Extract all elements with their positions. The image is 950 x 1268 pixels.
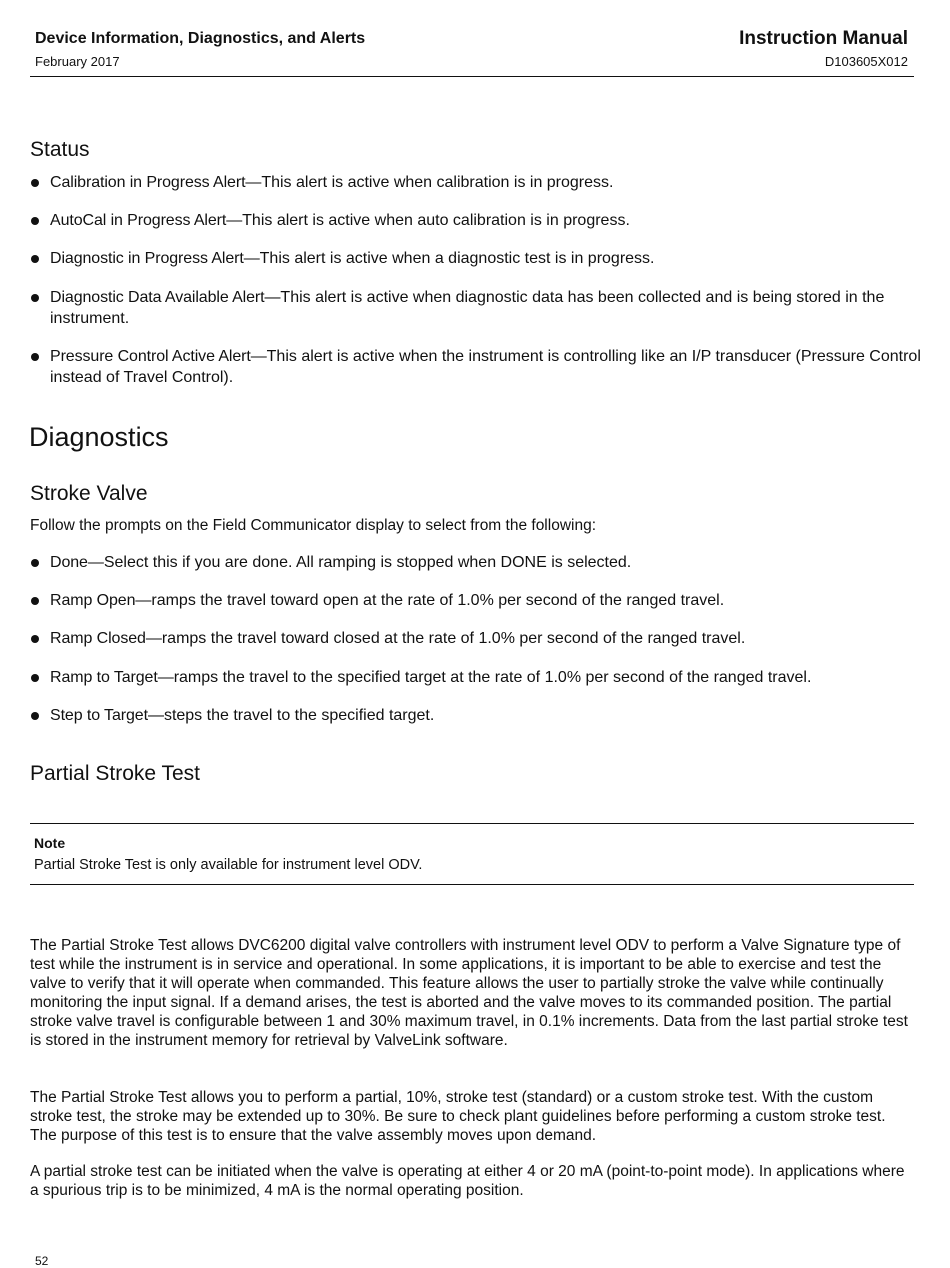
list-item-text: —steps the travel to the specified target. xyxy=(147,707,435,724)
list-item xyxy=(30,172,930,193)
page-number: 52 xyxy=(35,1254,49,1268)
list-item-term: Diagnostic in Progress Alert— xyxy=(50,250,260,267)
note-label: Note xyxy=(34,835,66,851)
status-heading: Status xyxy=(30,138,90,161)
list-item-term: Ramp to Target xyxy=(50,669,158,686)
list-item-term: Diagnostic Data Available Alert— xyxy=(50,289,281,306)
bullet-icon xyxy=(31,217,39,225)
list-item xyxy=(30,210,930,231)
list-item-text: This alert is active when calibration is in progress. xyxy=(261,174,614,191)
body-paragraph: A partial stroke test can be initiated when the valve is operating at either 4 or 20 mA (point-to-point mode). In applications where a spurious trip is to be minimized, 4 mA is the normal operating position. xyxy=(30,1163,905,1199)
list-item-text: This alert is active when diagnostic data has been collected and is being stored in the instrument. xyxy=(50,289,885,327)
list-item-text: —ramps the travel toward open at the rate of 1.0% per second of the ranged travel. xyxy=(135,592,725,609)
section-header-title: Device Information, Diagnostics, and Alerts xyxy=(35,30,366,47)
stroke-valve-intro: Follow the prompts on the Field Communicator display to select from the following: xyxy=(30,517,596,534)
list-item xyxy=(30,667,930,688)
manual-title: Instruction Manual xyxy=(739,28,908,49)
bullet-icon xyxy=(31,635,39,643)
list-item-term: Pressure Control Active Alert— xyxy=(50,348,267,365)
list-item-term: Ramp Open xyxy=(50,592,136,609)
list-item xyxy=(30,287,930,329)
bullet-icon xyxy=(31,559,39,567)
list-item-term: Calibration in Progress Alert— xyxy=(50,174,262,191)
bullet-icon xyxy=(31,597,39,605)
list-item xyxy=(30,628,930,649)
list-item-text: —ramps the travel toward closed at the rate of 1.0% per second of the ranged travel. xyxy=(145,630,746,647)
list-item-text: This alert is active when the instrument is controlling like an I/P transducer (Pressure Control instead of Travel Control). xyxy=(50,348,921,386)
list-item xyxy=(30,346,930,388)
list-item xyxy=(30,248,930,269)
partial-stroke-heading: Partial Stroke Test xyxy=(30,762,201,785)
list-item-term: Ramp Closed xyxy=(50,630,146,647)
page-header xyxy=(30,28,914,77)
list-item xyxy=(30,705,930,726)
list-item-text: —ramps the travel to the specified target at the rate of 1.0% per second of the ranged travel. xyxy=(157,669,812,686)
bullet-icon xyxy=(31,712,39,720)
list-item-text: —Select this if you are done. All ramping is stopped when DONE is selected. xyxy=(87,554,632,571)
list-item-term: Step to Target xyxy=(50,707,148,724)
diagnostics-heading: Diagnostics xyxy=(29,422,169,452)
list-item xyxy=(30,552,930,573)
bullet-icon xyxy=(31,353,39,361)
bullet-icon xyxy=(31,294,39,302)
list-item-term: Done xyxy=(50,554,88,571)
bullet-icon xyxy=(31,255,39,263)
list-item xyxy=(30,590,930,611)
list-item-term: AutoCal in Progress Alert— xyxy=(50,212,243,229)
list-item-text: This alert is active when auto calibration is in progress. xyxy=(242,212,630,229)
body-paragraph: The Partial Stroke Test allows you to perform a partial, 10%, stroke test (standard) or a custom stroke test. With the custom stroke test, the stroke may be extended up to 30%. Be sure to check plant guidelines before performing a custom stroke test. The purpose of this test is to ensure that the valve assembly moves upon demand. xyxy=(30,1089,886,1144)
bullet-icon xyxy=(31,674,39,682)
stroke-valve-heading: Stroke Valve xyxy=(30,482,148,505)
bullet-icon xyxy=(31,179,39,187)
list-item-text: This alert is active when a diagnostic test is in progress. xyxy=(259,250,655,267)
publication-date: February 2017 xyxy=(35,54,120,69)
body-paragraph: The Partial Stroke Test allows DVC6200 digital valve controllers with instrument level ODV to perform a Valve Signature type of test while the instrument is in service and operational. In some applications, it is important to be able to exercise and test the valve to verify that it will operate when commanded. This feature allows the user to partially stroke the valve while continually monitoring the input signal. If a demand arises, the test is aborted and the valve moves to its commanded position. The partial stroke valve travel is configurable between 1 and 30% maximum travel, in 0.1% increments. Data from the last partial stroke test is stored in the instrument memory for retrieval by ValveLink software. xyxy=(30,937,908,1049)
document-code: D103605X012 xyxy=(824,54,908,69)
note-box xyxy=(30,823,914,885)
note-text: Partial Stroke Test is only available for instrument level ODV. xyxy=(34,857,423,873)
